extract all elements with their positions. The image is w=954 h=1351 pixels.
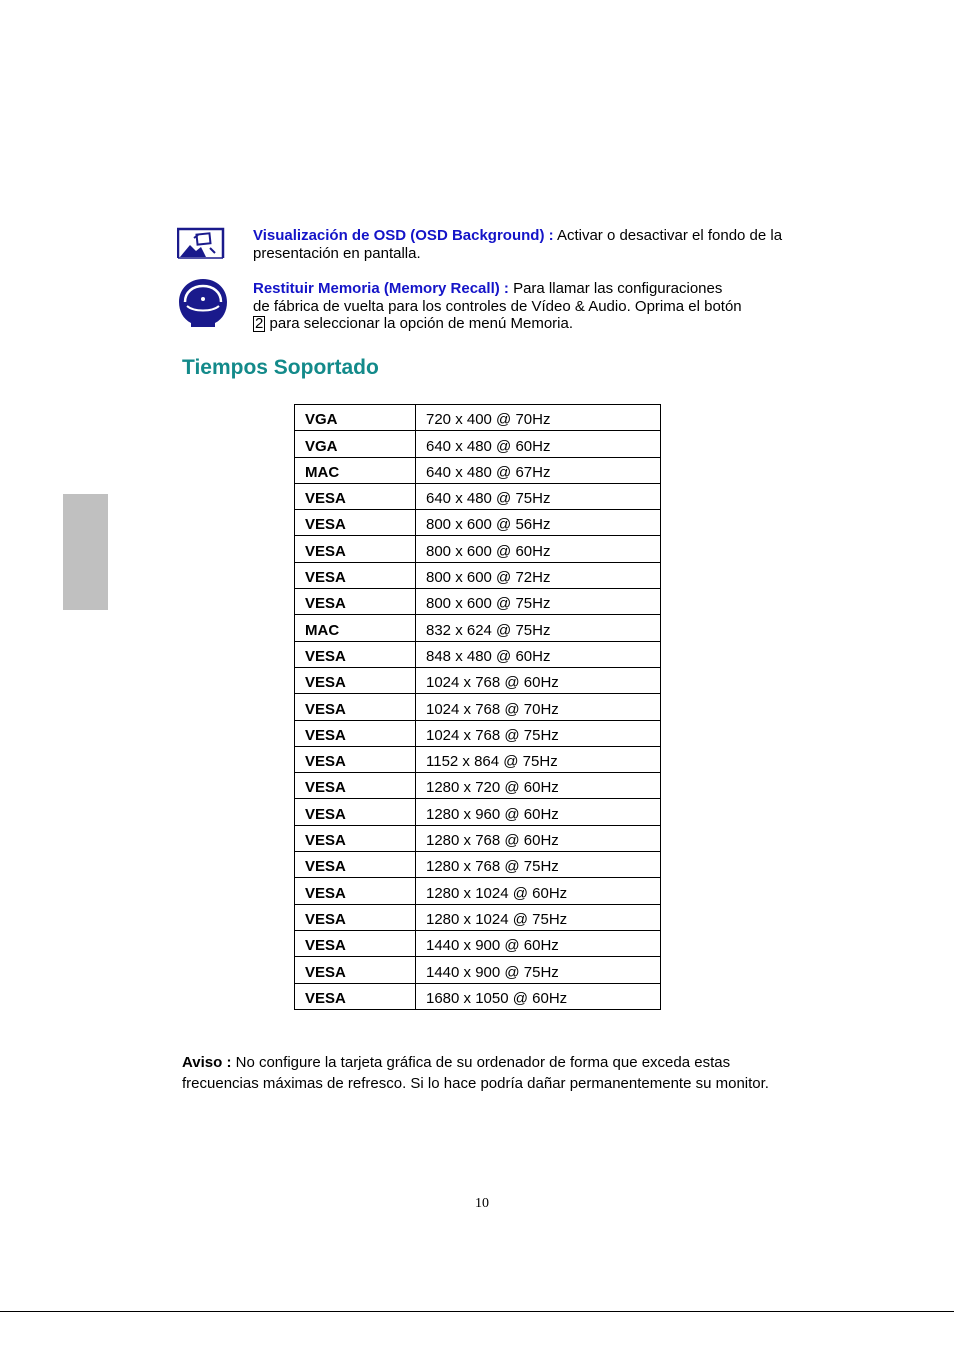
memory-recall-text-3: para seleccionar la opción de menú Memoria. <box>265 315 574 332</box>
memory-recall-description <box>253 280 833 333</box>
timing-mode: 640 x 480 @ 75Hz <box>416 483 661 509</box>
timing-standard: VESA <box>295 694 416 720</box>
timing-mode: 1280 x 1024 @ 60Hz <box>416 878 661 904</box>
osd-background-description <box>253 227 833 262</box>
footer-divider <box>0 1311 954 1312</box>
timing-mode: 1680 x 1050 @ 60Hz <box>416 983 661 1009</box>
timing-standard: VESA <box>295 746 416 772</box>
timing-mode: 1280 x 720 @ 60Hz <box>416 773 661 799</box>
table-row <box>295 562 661 588</box>
timing-standard: VESA <box>295 589 416 615</box>
timing-standard: VESA <box>295 799 416 825</box>
timing-mode: 1280 x 1024 @ 75Hz <box>416 904 661 930</box>
timing-mode: 800 x 600 @ 72Hz <box>416 562 661 588</box>
timing-mode: 1152 x 864 @ 75Hz <box>416 746 661 772</box>
notice <box>182 1052 782 1094</box>
table-row <box>295 483 661 509</box>
timing-standard: VESA <box>295 536 416 562</box>
notice-text: No configure la tarjeta gráfica de su ordenador de forma que exceda estas frecuencias máximas de refresco. Si lo hace podría dañar permanentemente su monitor. <box>182 1054 769 1092</box>
timing-mode: 848 x 480 @ 60Hz <box>416 641 661 667</box>
timing-standard: VESA <box>295 720 416 746</box>
timing-mode: 800 x 600 @ 56Hz <box>416 510 661 536</box>
table-row <box>295 957 661 983</box>
timing-mode: 1280 x 768 @ 60Hz <box>416 825 661 851</box>
timing-standard: VESA <box>295 562 416 588</box>
timing-mode: 1440 x 900 @ 75Hz <box>416 957 661 983</box>
table-row <box>295 904 661 930</box>
timing-standard: MAC <box>295 615 416 641</box>
timing-mode: 1440 x 900 @ 60Hz <box>416 930 661 956</box>
timing-standard: VESA <box>295 852 416 878</box>
table-row <box>295 431 661 457</box>
timing-standard: VESA <box>295 483 416 509</box>
timing-mode: 1280 x 960 @ 60Hz <box>416 799 661 825</box>
page-number: 10 <box>475 1196 489 1211</box>
table-row <box>295 720 661 746</box>
table-row <box>295 799 661 825</box>
memory-recall-icon <box>177 277 229 329</box>
timing-standard: VESA <box>295 773 416 799</box>
table-row <box>295 667 661 693</box>
table-row <box>295 510 661 536</box>
timing-standard: VESA <box>295 641 416 667</box>
timing-standard: VESA <box>295 957 416 983</box>
table-row <box>295 536 661 562</box>
timing-standard: VESA <box>295 667 416 693</box>
table-row <box>295 746 661 772</box>
osd-background-label: Visualización de OSD (OSD Background) : <box>253 227 554 244</box>
osd-background-icon <box>177 226 225 260</box>
timing-mode: 1024 x 768 @ 75Hz <box>416 720 661 746</box>
supported-timings-table <box>294 404 661 1010</box>
timing-standard: VGA <box>295 405 416 431</box>
side-tab-marker <box>63 494 108 610</box>
table-row <box>295 983 661 1009</box>
table-row <box>295 852 661 878</box>
table-row <box>295 930 661 956</box>
timing-mode: 832 x 624 @ 75Hz <box>416 615 661 641</box>
memory-recall-text-1: Para llamar las configuraciones <box>508 280 723 297</box>
timing-mode: 720 x 400 @ 70Hz <box>416 405 661 431</box>
timing-standard: VESA <box>295 825 416 851</box>
timing-standard: VESA <box>295 930 416 956</box>
timing-standard: VESA <box>295 983 416 1009</box>
table-row <box>295 694 661 720</box>
section-title: Tiempos Soportado <box>182 356 379 379</box>
timing-mode: 1024 x 768 @ 70Hz <box>416 694 661 720</box>
table-row <box>295 825 661 851</box>
timing-mode: 1280 x 768 @ 75Hz <box>416 852 661 878</box>
timing-mode: 1024 x 768 @ 60Hz <box>416 667 661 693</box>
timing-mode: 800 x 600 @ 60Hz <box>416 536 661 562</box>
timing-standard: VESA <box>295 904 416 930</box>
table-row <box>295 641 661 667</box>
timing-mode: 800 x 600 @ 75Hz <box>416 589 661 615</box>
table-row <box>295 405 661 431</box>
timing-standard: VESA <box>295 510 416 536</box>
timing-mode: 640 x 480 @ 60Hz <box>416 431 661 457</box>
table-row <box>295 589 661 615</box>
memory-recall-label: Restituir Memoria (Memory Recall) : <box>253 280 509 297</box>
timing-standard: MAC <box>295 457 416 483</box>
table-row <box>295 773 661 799</box>
timing-mode: 640 x 480 @ 67Hz <box>416 457 661 483</box>
table-row <box>295 878 661 904</box>
timing-standard: VESA <box>295 878 416 904</box>
table-row <box>295 457 661 483</box>
memory-recall-text-2: de fábrica de vuelta para los controles de Vídeo & Audio. Oprima el botón <box>253 297 742 315</box>
timing-standard: VGA <box>295 431 416 457</box>
table-row <box>295 615 661 641</box>
notice-label: Aviso : <box>182 1054 232 1071</box>
button-key-2: 2 <box>255 315 264 332</box>
osd-background-text: Activar o desactivar el fondo de la presentación en pantalla. <box>253 227 783 262</box>
